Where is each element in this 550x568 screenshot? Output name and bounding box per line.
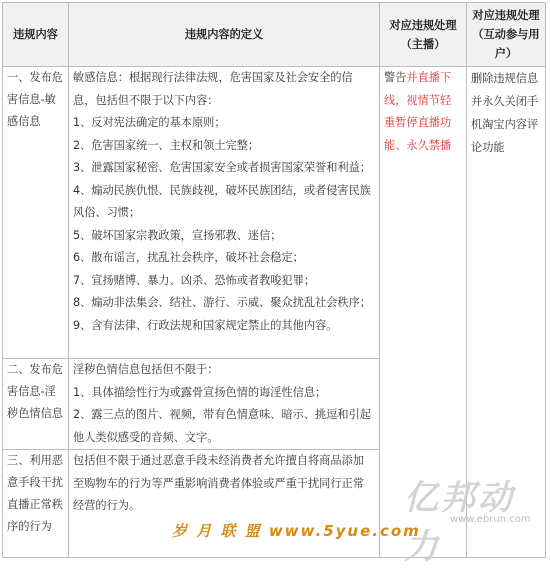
definition-item: 2、危害国家统一、主权和领土完整； xyxy=(73,138,260,152)
definition-item: 8、煽动非法集会、结社、游行、示威、聚众扰乱社会秩序； xyxy=(73,296,371,309)
category-obscene-info: 二、发布危害信息-淫秽色情信息 xyxy=(3,359,69,450)
definition-item: 5、破坏国家宗教政策，宣扬邪教、迷信； xyxy=(73,228,282,242)
header-user-penalty: 对应违规处理（互动参与用户） xyxy=(467,3,546,67)
table-row xyxy=(3,67,546,359)
definition-intro: 敏感信息：根据现行法律法规，危害国家及社会安全的信息，包括但不限于以下内容： xyxy=(73,71,353,107)
header-violation-content: 违规内容 xyxy=(3,3,69,67)
definition-item: 4、煽动民族仇恨、民族歧视，破坏民族团结，或者侵害民族风俗、习惯； xyxy=(73,183,371,219)
host-penalty-detail: 并直播下线，视情节轻重暂停直播功能、永久禁播 xyxy=(384,71,452,152)
definition-item: 9、含有法律、行政法规和国家规定禁止的其他内容。 xyxy=(73,318,338,332)
site-watermark: 岁 月 联 盟 www.5yue.com xyxy=(172,522,421,540)
definition-item: 7、宣扬赌博、暴力、凶杀、恐怖或者教唆犯罪； xyxy=(73,273,316,287)
definition-item: 3、泄露国家秘密、危害国家安全或者损害国家荣誉和利益； xyxy=(73,161,371,174)
category-malicious-interference: 三、利用恶意手段干扰直播正常秩序的行为 xyxy=(3,450,69,558)
table-header-row xyxy=(3,3,546,67)
definition-obscene-info xyxy=(69,359,380,450)
definition-item: 2、露三点的图片、视频，带有色情意味、暗示、挑逗和引起他人类似感受的音频、文字。 xyxy=(73,408,371,444)
host-penalty-warning: 警告 xyxy=(384,71,407,84)
header-violation-definition: 违规内容的定义 xyxy=(69,3,380,67)
definition-intro: 包括但不限于通过恶意手段未经消费者允许擅自将商品添加至购物车的行为等严重影响消费者体验或严重干扰同行正常经营的行为。 xyxy=(73,454,364,512)
definition-sensitive-info xyxy=(69,67,380,359)
brand-watermark: 亿邦动力 xyxy=(404,478,515,567)
category-sensitive-info: 一、发布危害信息-敏感信息 xyxy=(3,67,69,359)
brand-url-watermark: www.ebrun.com xyxy=(450,514,531,525)
definition-intro: 淫秽色情信息包括但不限于： xyxy=(73,363,219,376)
definition-item: 6、散布谣言，扰乱社会秩序，破坏社会稳定； xyxy=(73,251,304,264)
definition-malicious-interference xyxy=(69,450,380,558)
user-penalty-cell: 删除违规信息并永久关闭手机淘宝内容评论功能 xyxy=(467,67,546,558)
header-host-penalty: 对应违规处理（主播） xyxy=(380,3,467,67)
definition-item: 1、反对宪法确定的基本原则； xyxy=(73,116,226,129)
definition-item: 1、具体描绘性行为或露骨宣扬色情的诲淫性信息； xyxy=(73,385,327,399)
